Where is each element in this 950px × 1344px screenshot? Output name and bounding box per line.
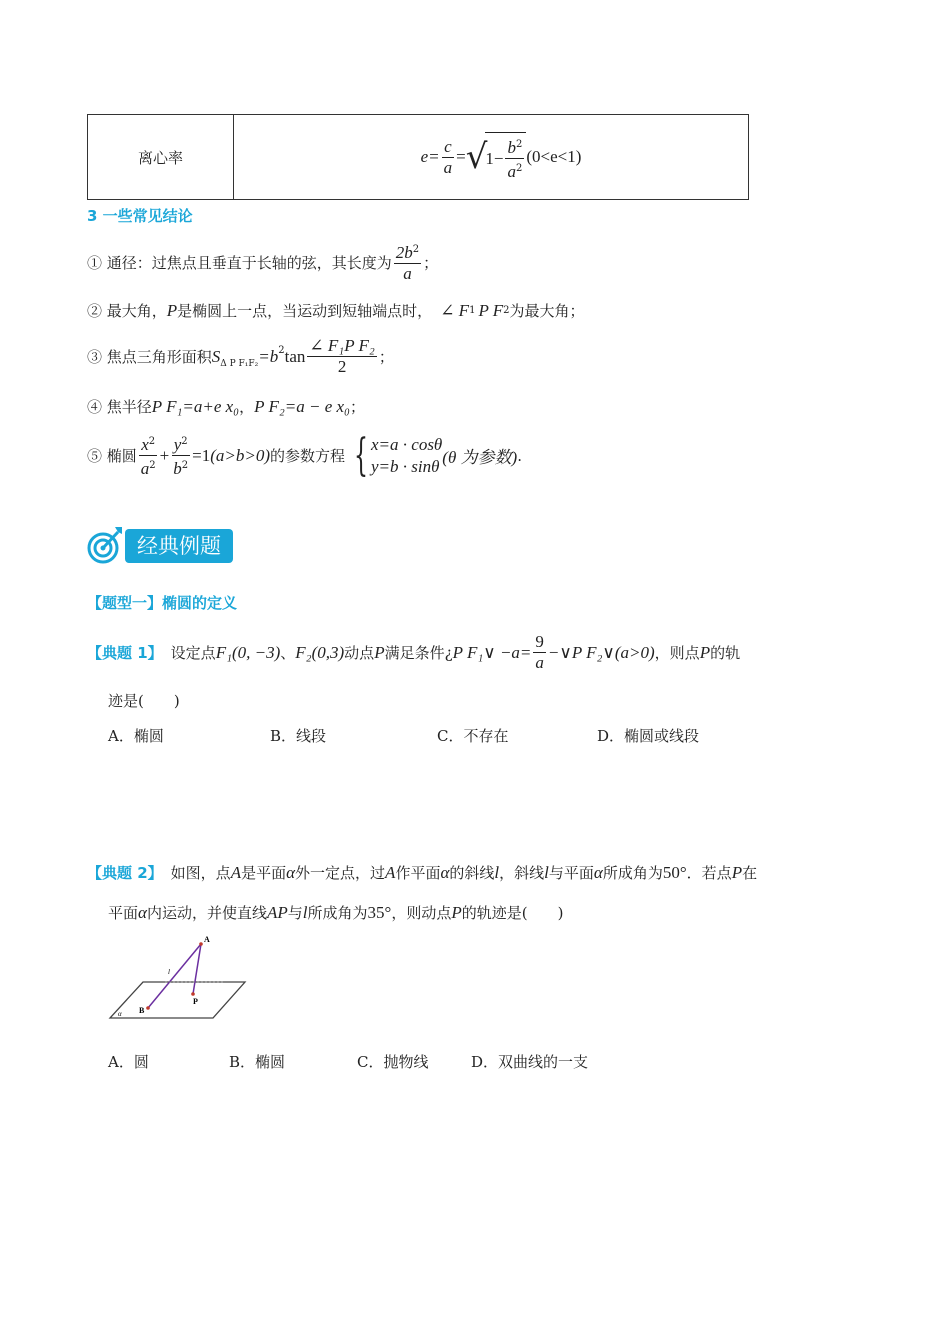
frac-den: 2 bbox=[337, 357, 347, 376]
parametric-rows bbox=[371, 434, 442, 478]
nine-over-a bbox=[533, 632, 546, 673]
example-text: ，斜线 bbox=[499, 864, 545, 882]
param-y: y=b · sinθ bbox=[371, 456, 440, 476]
conclusion-text: ① 通径：过焦点且垂直于长轴的弦，其长度为 bbox=[87, 253, 392, 272]
example-text: ，则点 bbox=[654, 644, 700, 662]
option-d[interactable]: D．双曲线的一支 bbox=[471, 1053, 589, 1071]
conclusion-5 bbox=[87, 429, 522, 481]
frac-num: ∠ F₁P F₂ bbox=[309, 336, 375, 355]
option-c[interactable]: C．抛物线 bbox=[357, 1053, 429, 1071]
example-2-line-2 bbox=[108, 902, 563, 923]
example-1-line-2: 迹是( ) bbox=[108, 692, 180, 710]
example-text: 在 bbox=[742, 864, 758, 882]
subscript: 2 bbox=[503, 305, 510, 316]
example-2-line-1 bbox=[87, 862, 757, 883]
example-text: 内运动，并使直线 bbox=[146, 904, 267, 922]
line-l: l bbox=[302, 902, 308, 922]
point-f2: F₂(0,3) bbox=[295, 642, 345, 662]
2b2-over-a bbox=[394, 240, 421, 284]
conclusion-text: ② 最大角， bbox=[87, 302, 167, 320]
point-p: P bbox=[731, 862, 743, 882]
tan-func: tan bbox=[284, 346, 306, 366]
line-ap: AP bbox=[266, 902, 288, 922]
frac-den: a bbox=[535, 653, 544, 672]
b-symbol: b bbox=[173, 459, 182, 478]
point-p: P bbox=[374, 642, 385, 662]
point-a-dot bbox=[199, 942, 203, 946]
b-symbol: b bbox=[507, 138, 516, 157]
square-sup: 2 bbox=[278, 345, 285, 356]
topic-title: 【题型一】椭圆的定义 bbox=[87, 594, 238, 612]
example-text: 平面 bbox=[108, 904, 139, 922]
example-text: 的轨迹是( ) bbox=[461, 904, 564, 922]
formula-eq: =b bbox=[258, 346, 279, 366]
option-a[interactable]: A．圆 bbox=[108, 1053, 149, 1071]
conclusion-2 bbox=[87, 300, 585, 321]
eccentricity-formula-cell bbox=[234, 115, 749, 200]
example-text: 满足条件¿ bbox=[384, 644, 453, 662]
sqrt-body bbox=[485, 132, 526, 182]
table-row bbox=[88, 115, 749, 200]
example-text: 设定点 bbox=[170, 644, 216, 662]
option-d[interactable]: D．椭圆或线段 bbox=[597, 727, 700, 745]
geometry-figure bbox=[105, 932, 250, 1024]
formula-eq: =1 bbox=[192, 445, 211, 465]
option-b[interactable]: B．线段 bbox=[270, 727, 327, 745]
parametric-system bbox=[347, 429, 443, 481]
formula-eq: = bbox=[456, 147, 466, 166]
label-a: A bbox=[204, 935, 210, 944]
table-row-label: 离心率 bbox=[88, 115, 234, 200]
frac-den: a bbox=[403, 264, 412, 283]
example-text: 所成角为 bbox=[602, 864, 663, 882]
line-l: l bbox=[544, 862, 549, 882]
angle-symbol: P F bbox=[478, 300, 504, 320]
label-alpha: α bbox=[118, 1010, 122, 1018]
label-b: B bbox=[139, 1006, 145, 1015]
condition-expr: P F₁∨ −a= bbox=[452, 642, 532, 662]
formula-lhs: e= bbox=[420, 147, 440, 166]
conclusion-4 bbox=[87, 396, 365, 417]
conclusion-3 bbox=[87, 336, 394, 377]
example-text: 如图，点 bbox=[170, 864, 231, 882]
frac-den: a bbox=[443, 157, 453, 177]
sqrt-icon: √ bbox=[465, 137, 488, 177]
one-minus: 1− bbox=[485, 148, 504, 168]
eccentricity-range: (0<e<1) bbox=[526, 147, 582, 166]
angle-symbol: ∠ F bbox=[440, 300, 470, 320]
c-over-a bbox=[442, 137, 455, 178]
area-symbol: S bbox=[211, 346, 221, 366]
section-title: 3 一些常见结论 bbox=[87, 207, 193, 225]
plus-sign: + bbox=[159, 445, 170, 465]
y-symbol: y bbox=[173, 435, 182, 454]
frac-num: 2b bbox=[395, 243, 413, 262]
ellipse-condition: (a>b>0) bbox=[210, 445, 270, 465]
param-note: (θ 为参数) bbox=[442, 448, 518, 467]
option-c[interactable]: C．不存在 bbox=[437, 727, 509, 745]
conclusion-text: 的参数方程 bbox=[269, 447, 345, 465]
square-sup: 2 bbox=[515, 163, 523, 174]
punct: ； bbox=[349, 398, 365, 416]
example-text: 与平面 bbox=[548, 864, 594, 882]
point-p-dot bbox=[191, 992, 195, 996]
square-sup: 2 bbox=[181, 460, 189, 471]
conclusion-1 bbox=[87, 240, 438, 284]
frac-num: c bbox=[444, 136, 452, 156]
option-a[interactable]: A．椭圆 bbox=[108, 727, 164, 745]
frac-num: 9 bbox=[535, 632, 544, 651]
plane-alpha: α bbox=[286, 862, 296, 882]
punct: ； bbox=[378, 348, 394, 366]
example-tag: 【典题 2】 bbox=[87, 864, 163, 882]
section-badge: 经典例题 bbox=[125, 529, 233, 563]
example-text: 作平面 bbox=[395, 864, 441, 882]
b2-over-a2 bbox=[505, 135, 524, 182]
half-angle-fraction bbox=[307, 336, 376, 377]
point-f1: F₁(0, −3) bbox=[215, 642, 281, 662]
option-b[interactable]: B．椭圆 bbox=[229, 1053, 286, 1071]
x-symbol: x bbox=[141, 435, 149, 454]
example-text: 动点 bbox=[344, 644, 375, 662]
punct: ， bbox=[239, 398, 255, 416]
point-p: P bbox=[451, 902, 462, 922]
point-p: P bbox=[166, 300, 178, 320]
param-x: x=a · cosθ bbox=[371, 434, 443, 454]
a-symbol: a bbox=[507, 162, 516, 181]
example-text: 是平面 bbox=[241, 864, 287, 882]
eccentricity-table bbox=[87, 114, 749, 200]
plane-alpha: α bbox=[138, 902, 147, 922]
condition-expr: −∨ bbox=[547, 642, 572, 662]
point-a: A bbox=[230, 862, 242, 882]
point-a: A bbox=[385, 862, 396, 882]
subscript: Δ P F₁F₂ bbox=[220, 358, 259, 369]
example-text: 外一定点，过 bbox=[295, 864, 386, 882]
square-sup: 2 bbox=[515, 139, 523, 150]
example-text: ．若点 bbox=[686, 864, 732, 882]
subscript: 1 bbox=[469, 305, 476, 316]
angle-50: 50° bbox=[662, 862, 687, 882]
conclusion-text: ⑤ 椭圆 bbox=[87, 447, 137, 465]
square-sup: 2 bbox=[181, 436, 188, 447]
target-icon bbox=[85, 524, 125, 566]
eccentricity-formula bbox=[254, 132, 748, 182]
x2-over-a2 bbox=[139, 432, 158, 479]
punct: . bbox=[517, 446, 522, 465]
example-tag: 【典题 1】 bbox=[87, 644, 163, 662]
line-l: l bbox=[494, 862, 500, 882]
example-text: 的斜线 bbox=[449, 864, 495, 882]
example-text: 与 bbox=[287, 904, 303, 922]
condition-expr: P F₂∨(a>0) bbox=[571, 642, 655, 662]
point-b-dot bbox=[146, 1006, 150, 1010]
conclusion-text: ③ 焦点三角形面积 bbox=[87, 348, 212, 366]
example-text: 的轨 bbox=[710, 644, 741, 662]
angle-35: 35° bbox=[367, 902, 392, 922]
square-sup: 2 bbox=[412, 244, 420, 255]
label-p: P bbox=[193, 997, 198, 1006]
plane-alpha: α bbox=[440, 862, 450, 882]
a-symbol: a bbox=[140, 459, 150, 478]
y2-over-b2 bbox=[171, 432, 190, 479]
punct: ； bbox=[423, 253, 439, 272]
point-p: P bbox=[699, 642, 711, 662]
label-l: l bbox=[168, 968, 170, 976]
square-sup: 2 bbox=[149, 460, 156, 471]
conclusion-text: ④ 焦半径 bbox=[87, 398, 152, 416]
example-1-line-1 bbox=[87, 632, 740, 673]
focal-radius-1: P F₁=a+e x₀ bbox=[151, 396, 240, 416]
conclusion-text: 是椭圆上一点，当运动到短轴端点时， bbox=[177, 302, 433, 320]
conclusion-text: 为最大角； bbox=[509, 302, 585, 320]
left-brace-icon: { bbox=[354, 429, 368, 481]
example-text: ，则动点 bbox=[391, 904, 452, 922]
punct: 、 bbox=[280, 644, 296, 662]
focal-radius-2: P F₂=a − e x₀ bbox=[254, 396, 350, 416]
example-text: 所成角为 bbox=[307, 904, 368, 922]
plane-parallelogram bbox=[110, 982, 245, 1018]
plane-alpha: α bbox=[593, 862, 603, 882]
square-sup: 2 bbox=[148, 436, 156, 447]
